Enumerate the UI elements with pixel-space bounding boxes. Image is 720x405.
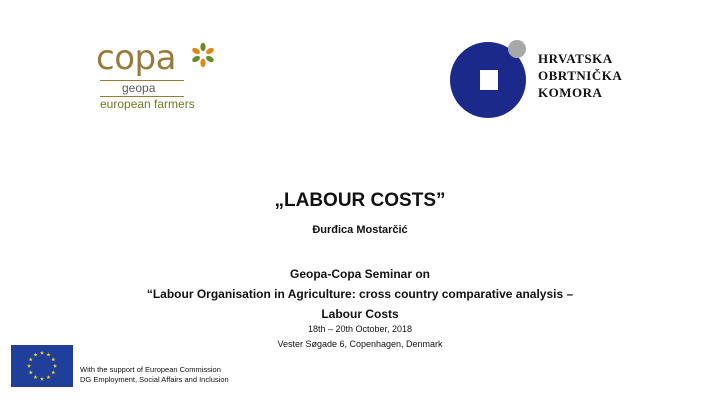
hok-line-2: OBRTNIČKA (538, 68, 623, 83)
copa-logo-word: copa (96, 38, 176, 78)
hok-line-1: HRVATSKA (538, 51, 613, 66)
copa-geopa-logo (96, 40, 226, 112)
event-details (0, 322, 720, 352)
seminar-heading (0, 264, 720, 324)
event-date: 18th – 20th October, 2018 (307, 324, 413, 334)
copa-star-icon (190, 42, 216, 68)
seminar-line-3: Labour Costs (321, 307, 399, 321)
hok-logo-text (538, 50, 622, 101)
support-line-2: DG Employment, Social Affairs and Inclusion (80, 375, 229, 384)
hok-line-3: KOMORA (538, 85, 603, 100)
support-note (80, 365, 229, 385)
hok-emblem-icon (450, 36, 532, 118)
copa-logo-geopa: geopa (122, 81, 156, 95)
copa-logo-farmers: european farmers (100, 97, 195, 111)
author-name: Đurđica Mostarčić (312, 224, 408, 236)
slide-title: „LABOUR COSTS” (274, 190, 446, 211)
seminar-line-2: “Labour Organisation in Agriculture: cross country comparative analysis – (146, 287, 574, 301)
event-venue: Vester Søgade 6, Copenhagen, Denmark (277, 339, 443, 349)
support-line-1: With the support of European Commission (80, 365, 221, 374)
seminar-line-1: Geopa-Copa Seminar on (289, 267, 431, 281)
hok-logo (450, 36, 660, 120)
eu-flag-icon (11, 345, 73, 387)
